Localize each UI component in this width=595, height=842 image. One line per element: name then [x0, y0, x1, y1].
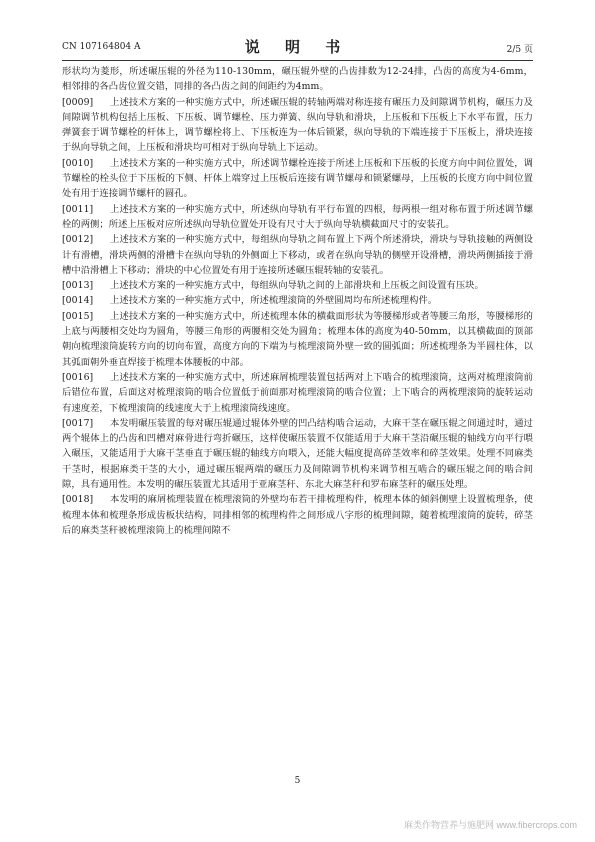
- paragraph-number: [0014]: [62, 295, 94, 307]
- paragraph-0018: [62, 492, 533, 538]
- paragraph-number: [0013]: [62, 280, 94, 292]
- paragraph-text: 上述技术方案的一种实施方式中，所述调节螺栓连接于所述上压板和下压板的长度方向中间位置处，调节螺栓的栓头位于下压板的下侧、杆体上端穿过上压板后连接有调节螺母和锁紧螺母，上压板的长度方向中间位置处有用于连接调节螺杆的圆孔。: [62, 157, 533, 200]
- paragraph-0017: [62, 416, 533, 492]
- paragraph-text: 上述技术方案的一种实施方式中，所述纵向导轨有平行布置的四根，每两根一组对称布置于所述调节螺栓的两侧；所述上压板对应所述纵向导轨位置处开设有尺寸大于纵向导轨横截面尺寸的安装孔。: [62, 203, 533, 230]
- paragraph-number: [0009]: [62, 96, 94, 108]
- paragraph-text: 上述技术方案的一种实施方式中，所述梳理滚筒的外壁圆周均布所述梳理构件。: [110, 295, 438, 307]
- paragraph-0016: [62, 370, 533, 416]
- paragraph-number: [0010]: [62, 157, 94, 169]
- paragraph-0015: [62, 309, 533, 370]
- paragraph-text: 本发明碾压装置的每对碾压辊通过辊体外壁的凹凸结构啮合运动，大麻干茎在碾压辊之间通过时，通过两个辊体上的凸齿和凹槽对麻骨进行弯折碾压，这样使碾压装置不仅能适用于大麻干茎沿碾压辊的轴线方向平行喂入碾压，又能适用于大麻干茎垂直于碾压辊的轴线方向喂入，还能大幅度提高碎茎效率和碎茎效果。处理不同麻类干茎时，根据麻类干茎的大小，通过碾压辊两端的碾压力及间隙调节机构来调节相互啮合的碾压辊之间的啮合间隙，具有通用性。本发明的碾压装置尤其适用于亚麻茎秆、东北大麻茎秆和罗布麻茎秆的碾压处理。: [62, 417, 533, 491]
- paragraph-text: 上述技术方案的一种实施方式中，所述梳理本体的横截面形状为等腰梯形或者等腰三角形，等腰梯形的上底与两腰相交处均为圆角，等腰三角形的两腰相交处为圆角；梳理本体的高度为40-50mm，以其横截面的顶部朝向梳理滚筒旋转方向的切向布置，高度方向的下端为与梳理滚筒外壁一致的圆弧面；所述梳理条为半圆柱体，以其弧面朝外垂直焊接于梳理本体腰板的中部。: [62, 310, 533, 368]
- page-indicator: 2/5 页: [506, 45, 533, 55]
- paragraph-number: [0016]: [62, 371, 94, 383]
- page-header: [62, 36, 533, 56]
- document-body: [62, 64, 533, 538]
- paragraph-0013: [62, 278, 533, 293]
- paragraph-text: 上述技术方案的一种实施方式中，每组纵向导轨之间的上部滑块和上压板之间设置有压块。: [110, 280, 484, 292]
- paragraph-continued: [62, 64, 533, 95]
- paragraph-number: [0011]: [62, 203, 94, 215]
- paragraph-text: 上述技术方案的一种实施方式中，所述麻屑梳理装置包括两对上下啮合的梳理滚筒，这两对梳理滚筒前后错位布置，后面这对梳理滚筒的啮合位置低于前面那对梳理滚筒的啮合位置；上下啮合的两梳理滚筒的旋转运动有速度差，下梳理滚筒的线速度大于上梳理滚筒线速度。: [62, 371, 533, 414]
- paragraph-text: 上述技术方案的一种实施方式中，每组纵向导轨之间布置上下两个所述滑块，滑块与导轨接触的两侧设计有滑槽，滑块两侧的滑槽卡在纵向导轨的外侧面上下移动，或者在纵向导轨的侧壁开设滑槽，滑块两侧插接于滑槽中沿滑槽上下移动；滑块的中心位置处有用于连接所述碾压辊转轴的安装孔。: [62, 234, 533, 276]
- header-divider: [62, 60, 533, 61]
- paragraph-0011: [62, 202, 533, 233]
- paragraph-text: 本发明的麻屑梳理装置在梳理滚筒的外壁均布若干排梳理构件，梳理本体的倾斜侧壁上设置梳理条，使梳理本体和梳理条形成齿板状结构，同排相邻的梳理构件之间形成八字形的梳理间隙，随着梳理滚筒的旋转，碎茎后的麻类茎秆被梳理滚筒上的梳理间隙不: [62, 494, 533, 536]
- paragraph-number: [0017]: [62, 417, 94, 429]
- paragraph-number: [0015]: [62, 310, 94, 322]
- patent-number: CN 107164804 A: [62, 42, 141, 52]
- paragraph-text: 上述技术方案的一种实施方式中，所述碾压辊的转轴两端对称连接有碾压力及间隙调节机构，碾压力及间隙调节机构包括上压板、下压板、调节螺栓、压力弹簧、纵向导轨和滑块，上压板和下压板上下水平布置，压力弹簧套于调节螺栓的杆体上，调节螺栓将上、下压板连为一体后锁紧，纵向导轨的下端连接于下压板上，滑块连接于纵向导轨之间，上压板和滑块均可相对于纵向导轨上下运动。: [62, 96, 533, 154]
- paragraph-0009: [62, 95, 533, 156]
- paragraph-0010: [62, 156, 533, 202]
- page-number: 5: [294, 776, 301, 786]
- site-watermark: 麻类作物营养与施肥网 www.fibercrops.com: [403, 820, 577, 830]
- paragraph-text: 形状均为菱形，所述碾压辊的外径为110-130mm，碾压辊外壁的凸齿排数为12-24排，凸齿的高度为4-6mm，相邻排的各凸齿位置交错，同排的各凸齿之间的间距约为4mm。: [62, 66, 533, 93]
- paragraph-0012: [62, 232, 533, 278]
- document-title: 说 明 书: [244, 38, 351, 56]
- paragraph-number: [0018]: [62, 494, 94, 506]
- paragraph-number: [0012]: [62, 234, 94, 246]
- paragraph-0014: [62, 293, 533, 308]
